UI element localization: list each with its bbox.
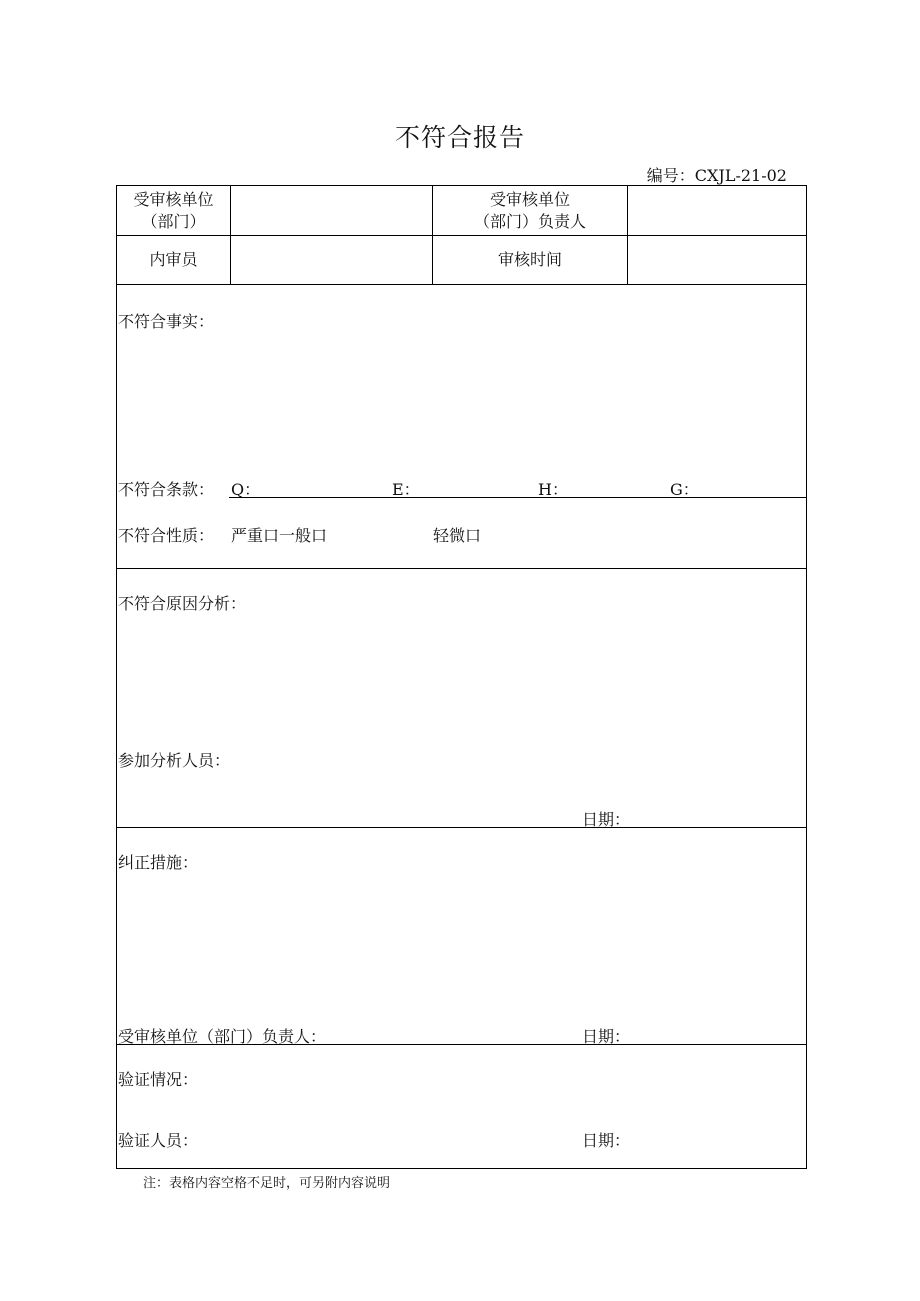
clause-q: Q： [231, 480, 261, 499]
auditor-value-cell[interactable] [231, 236, 432, 284]
nature-general-checkbox[interactable]: 口 [311, 526, 328, 545]
nature-options [231, 523, 327, 546]
nature-serious-label: 严重 [231, 526, 264, 545]
unit-label-cell [117, 186, 230, 235]
unit-label-line2: （部门） [141, 211, 206, 231]
unit-label-line1: 受审核单位 [133, 189, 214, 209]
footnote: 注：表格内容空格不足时，可另附内容说明 [143, 1176, 391, 1191]
head-value-cell[interactable] [628, 186, 806, 235]
head-label-line1: 受审核单位 [489, 189, 570, 209]
verification-label: 验证情况： [118, 1070, 199, 1089]
head-label-cell [433, 186, 627, 235]
cause-label: 不符合原因分析： [118, 594, 247, 613]
unit-value-cell[interactable] [231, 186, 432, 235]
clause-e: E： [392, 480, 420, 499]
table-left-border [116, 185, 117, 1169]
row-divider-4 [116, 827, 807, 828]
nature-minor [433, 523, 481, 546]
verification-person: 验证人员： [118, 1131, 199, 1150]
nature-minor-checkbox[interactable]: 口 [465, 526, 482, 545]
time-label: 审核时间 [497, 250, 562, 269]
clause-h: H： [538, 480, 568, 499]
clause-underline [229, 497, 807, 498]
nature-label: 不符合性质： [118, 526, 215, 545]
document-code: 编号：CXJL-21-02 [646, 166, 787, 185]
table-right-border [806, 185, 807, 1169]
time-label-cell [433, 236, 627, 284]
clause-label: 不符合条款： [118, 480, 215, 499]
verification-date: 日期： [582, 1131, 631, 1150]
cause-date: 日期： [582, 810, 631, 829]
auditor-label: 内审员 [149, 250, 198, 269]
page-title: 不符合报告 [394, 123, 525, 152]
time-value-cell[interactable] [628, 236, 806, 284]
table-bottom-border [116, 1168, 807, 1169]
correction-head: 受审核单位（部门）负责人： [118, 1027, 327, 1046]
clause-g: G： [670, 480, 699, 499]
nature-general-label: 一般 [279, 526, 312, 545]
nature-serious-checkbox[interactable]: 口 [263, 526, 280, 545]
row-divider-3 [116, 568, 807, 569]
row-divider-2 [116, 284, 807, 285]
correction-label: 纠正措施： [118, 853, 199, 872]
cause-participants: 参加分析人员： [118, 751, 231, 770]
nature-minor-label: 轻微 [433, 526, 466, 545]
facts-label: 不符合事实： [118, 312, 215, 331]
head-label-line2: （部门）负责人 [473, 211, 586, 231]
auditor-label-cell [117, 236, 230, 284]
correction-date: 日期： [582, 1027, 631, 1046]
